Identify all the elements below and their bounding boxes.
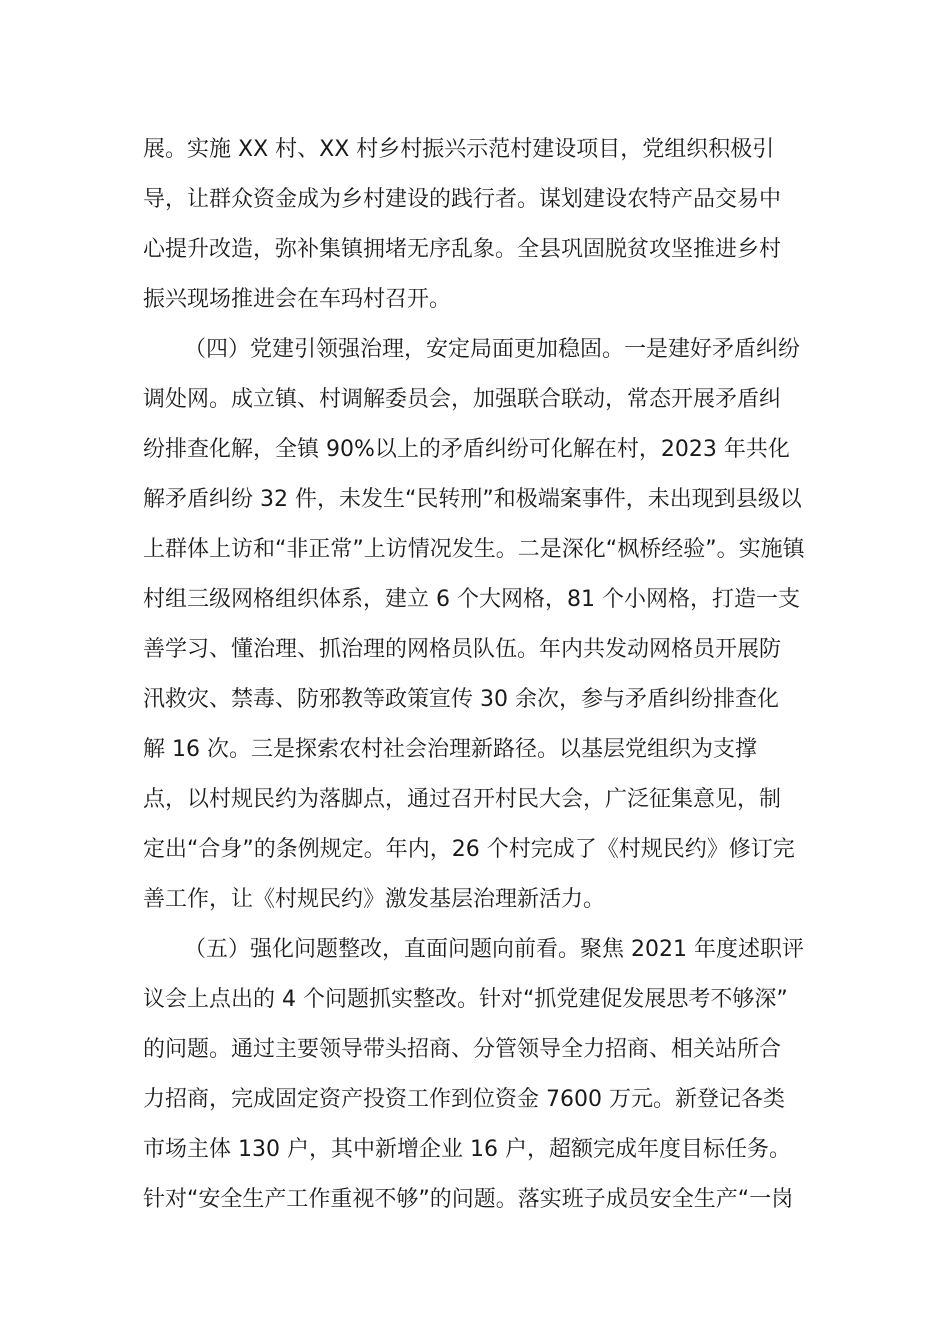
section-heading-line: （四）党建引领强治理，安定局面更加稳固。一是建好矛盾纠纷: [184, 337, 801, 362]
text-line: 汛救灾、禁毒、防邪教等政策宣传 30 余次，参与矛盾纠纷排查化: [143, 687, 779, 712]
text-line: 解 16 次。三是探索农村社会治理新路径。以基层党组织为支撑: [143, 737, 757, 762]
text-line: 的问题。通过主要领导带头招商、分管领导全力招商、相关站所合: [143, 1037, 782, 1062]
text-line: 善学习、懂治理、抓治理的网格员队伍。年内共发动网格员开展防: [143, 637, 782, 662]
text-line: 力招商，完成固定资产投资工作到位资金 7600 万元。新登记各类: [143, 1087, 785, 1112]
text-line: 振兴现场推进会在车玛村召开。: [143, 287, 452, 312]
text-line: 善工作，让《村规民约》激发基层治理新活力。: [143, 887, 606, 912]
text-line: 定出“合身”的条例规定。年内，26 个村完成了《村规民约》修订完: [143, 837, 795, 862]
text-line: 村组三级网格组织体系，建立 6 个大网格，81 个小网格，打造一支: [143, 587, 800, 612]
text-line: 心提升改造，弥补集镇拥堵无序乱象。全县巩固脱贫攻坚推进乡村: [143, 237, 782, 262]
text-line: 市场主体 130 户，其中新增企业 16 户，超额完成年度目标任务。: [143, 1137, 791, 1162]
text-line: 针对“安全生产工作重视不够”的问题。落实班子成员安全生产“一岗: [143, 1187, 794, 1212]
body-text: [143, 125, 808, 1225]
text-line: 纷排查化解，全镇 90%以上的矛盾纠纷可化解在村，2023 年共化: [143, 437, 790, 462]
section-heading-line: （五）强化问题整改，直面问题向前看。聚焦 2021 年度述职评: [184, 937, 804, 962]
text-line: 展。实施 XX 村、XX 村乡村振兴示范村建设项目，党组织积极引: [143, 137, 775, 162]
text-line: 调处网。成立镇、村调解委员会，加强联合联动，常态开展矛盾纠: [143, 387, 782, 412]
text-line: 上群体上访和“非正常”上访情况发生。二是深化“枫桥经验”。实施镇: [143, 537, 805, 562]
text-line: 解矛盾纠纷 32 件，未发生“民转刑”和极端案事件，未出现到县级以: [143, 487, 802, 512]
text-line: 议会上点出的 4 个问题抓实整改。针对“抓党建促发展思考不够深”: [143, 987, 788, 1012]
text-line: 导，让群众资金成为乡村建设的践行者。谋划建设农特产品交易中: [143, 187, 782, 212]
text-line: 点，以村规民约为落脚点，通过召开村民大会，广泛征集意见，制: [143, 787, 782, 812]
